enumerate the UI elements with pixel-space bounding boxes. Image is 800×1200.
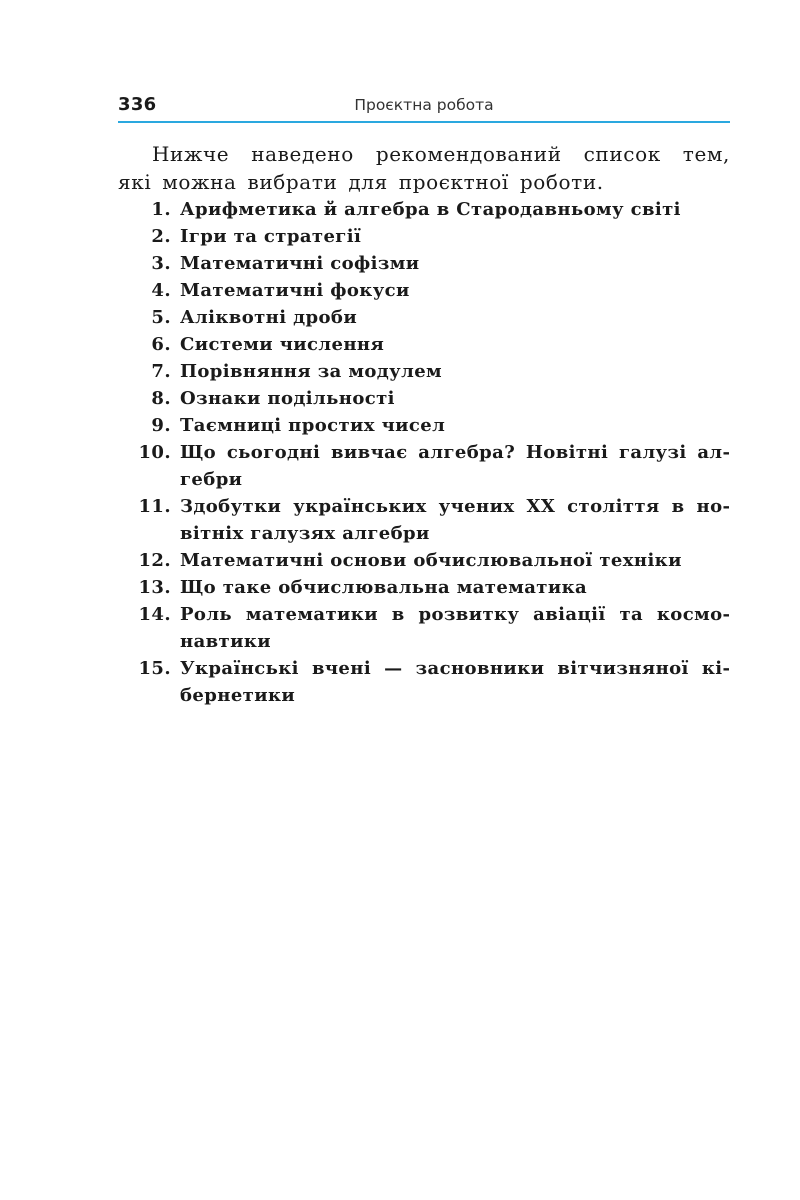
- list-item-number: 1.: [151, 199, 171, 220]
- page-body: [118, 140, 730, 709]
- list-item-text: Порівняння за модулем: [180, 361, 443, 382]
- list-item-number: 14.: [138, 604, 171, 625]
- list-item: [118, 574, 730, 601]
- list-item: [118, 358, 730, 385]
- list-item-number: 7.: [151, 361, 171, 382]
- list-item: [118, 385, 730, 412]
- list-item-number: 6.: [151, 334, 171, 355]
- list-item-number: 2.: [151, 226, 171, 247]
- list-item-text: Українські вчені — засновники вітчизняної кібернетики: [180, 658, 730, 706]
- intro-paragraph: Нижче наведено рекомендований список тем, які можна вибрати для проєктної роботи.: [118, 142, 730, 194]
- list-item-number: 5.: [151, 307, 171, 328]
- list-item-number: 3.: [151, 253, 171, 274]
- list-item-number: 15.: [138, 658, 171, 679]
- list-item-text: Що сьогодні вивчає алгебра? Новітні галузі алгебри: [180, 442, 730, 490]
- list-item: [118, 412, 730, 439]
- page-number: 336: [118, 94, 157, 115]
- header-rule: [118, 121, 730, 123]
- list-item-text: Ознаки подільності: [180, 388, 395, 409]
- list-item-text: Таємниці простих чисел: [180, 415, 446, 436]
- list-item: [118, 304, 730, 331]
- list-item-text: Арифметика й алгебра в Стародавньому світі: [180, 199, 681, 220]
- list-item-text: Математичні софізми: [180, 253, 420, 274]
- topic-list: [118, 196, 730, 709]
- list-item-text: Системи числення: [180, 334, 385, 355]
- list-item: [118, 493, 730, 547]
- list-item-text: Математичні фокуси: [180, 280, 410, 301]
- list-item: [118, 655, 730, 709]
- list-item-number: 10.: [138, 442, 171, 463]
- list-item-text: Аліквотні дроби: [180, 307, 358, 328]
- list-item-text: Математичні основи обчислювальної техніки: [180, 550, 682, 571]
- list-item: [118, 439, 730, 493]
- list-item-text: Що таке обчислювальна математика: [180, 577, 588, 598]
- list-item: [118, 331, 730, 358]
- list-item-number: 8.: [151, 388, 171, 409]
- list-item-text: Роль математики в розвитку авіації та космонавтики: [180, 604, 730, 652]
- list-item: [118, 223, 730, 250]
- list-item: [118, 547, 730, 574]
- list-item: [118, 250, 730, 277]
- list-item-number: 13.: [138, 577, 171, 598]
- running-title: Проєктна робота: [354, 96, 494, 114]
- list-item: [118, 601, 730, 655]
- list-item-number: 12.: [138, 550, 171, 571]
- list-item-number: 9.: [151, 415, 171, 436]
- page-header: [118, 94, 730, 122]
- list-item-number: 11.: [138, 496, 171, 517]
- list-item-text: Ігри та стратегії: [180, 226, 362, 247]
- list-item: [118, 196, 730, 223]
- list-item: [118, 277, 730, 304]
- list-item-number: 4.: [151, 280, 171, 301]
- list-item-text: Здобутки українських учених XX століття в новітніх галузях алгебри: [180, 496, 730, 544]
